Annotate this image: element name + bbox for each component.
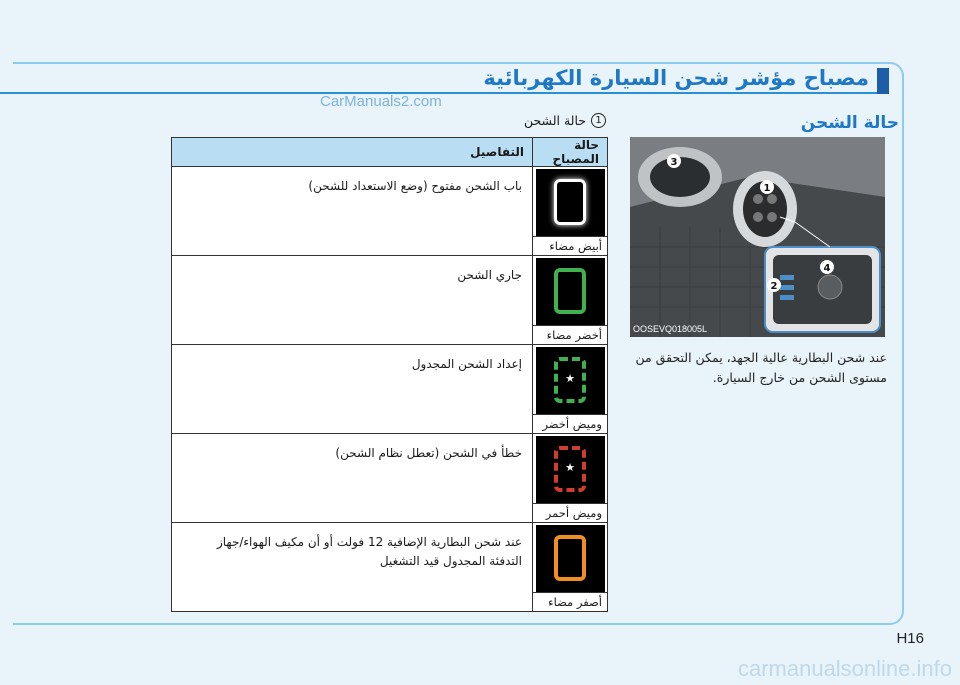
indicator-lamp-white	[536, 169, 605, 236]
page-number: H16	[896, 630, 924, 647]
row-state: أبيض مضاء	[533, 236, 607, 255]
row-state-cell	[533, 434, 608, 523]
charging-port-illustration	[630, 137, 885, 337]
section-title: حالة الشحن	[800, 113, 899, 133]
table-row	[172, 167, 608, 256]
lamp-outline	[554, 535, 586, 581]
table-row	[172, 434, 608, 523]
photo-code: OOSEVQ018005L	[633, 324, 708, 334]
callout-1: 1	[763, 183, 771, 194]
header-marker	[877, 68, 889, 94]
table-row	[172, 523, 608, 612]
row-state-cell	[533, 523, 608, 612]
footer-site-link[interactable]: carmanualsonline.info	[737, 656, 952, 681]
lamp-outline	[554, 179, 586, 225]
section-caption: عند شحن البطارية عالية الجهد، يمكن التحقق من مستوى الشحن من خارج السيارة.	[635, 350, 887, 385]
error-star-icon: ★	[565, 461, 575, 474]
row-state-cell	[533, 256, 608, 345]
indicator-lamp-green	[536, 258, 605, 325]
row-state-cell	[533, 167, 608, 256]
indicator-lamp-blinking-red	[536, 436, 605, 503]
charging-port-photo	[630, 137, 885, 337]
indicator-lamp-blinking-green	[536, 347, 605, 414]
header-state: حالة المصباح	[533, 138, 608, 167]
row-detail: خطأ في الشحن (تعطل نظام الشحن)	[172, 434, 533, 523]
indicator-lamp-yellow	[536, 525, 605, 592]
table-label-number: 1	[591, 113, 606, 128]
table-row	[172, 256, 608, 345]
header-detail: التفاصيل	[172, 138, 533, 167]
table-row	[172, 345, 608, 434]
row-state-cell	[533, 345, 608, 434]
row-state: أصفر مضاء	[533, 592, 607, 611]
callout-4: 4	[823, 263, 831, 274]
table-label-text: حالة الشحن	[523, 113, 586, 128]
row-detail: جاري الشحن	[172, 256, 533, 345]
row-detail: إعداد الشحن المجدول	[172, 345, 533, 434]
page-header	[0, 66, 895, 94]
table-header-row	[172, 138, 608, 167]
watermark-link[interactable]: CarManuals2.com	[320, 93, 442, 110]
row-detail: باب الشحن مفتوح (وضع الاستعداد للشحن)	[172, 167, 533, 256]
charging-status-table	[171, 137, 608, 612]
callout-2: 2	[770, 281, 778, 292]
schedule-star-icon: ★	[565, 372, 575, 385]
callout-3: 3	[670, 157, 678, 168]
row-state: أخضر مضاء	[533, 325, 607, 344]
page-title: مصباح مؤشر شحن السيارة الكهربائية	[483, 66, 869, 90]
row-state: وميض أخضر	[533, 414, 607, 433]
table-label	[524, 113, 606, 128]
lamp-outline	[554, 268, 586, 314]
row-detail: عند شحن البطارية الإضافية 12 فولت أو أن مكيف الهواء/جهاز التدفئة المجدول قيد التشغيل	[172, 523, 533, 612]
row-state: وميض أحمر	[533, 503, 607, 522]
